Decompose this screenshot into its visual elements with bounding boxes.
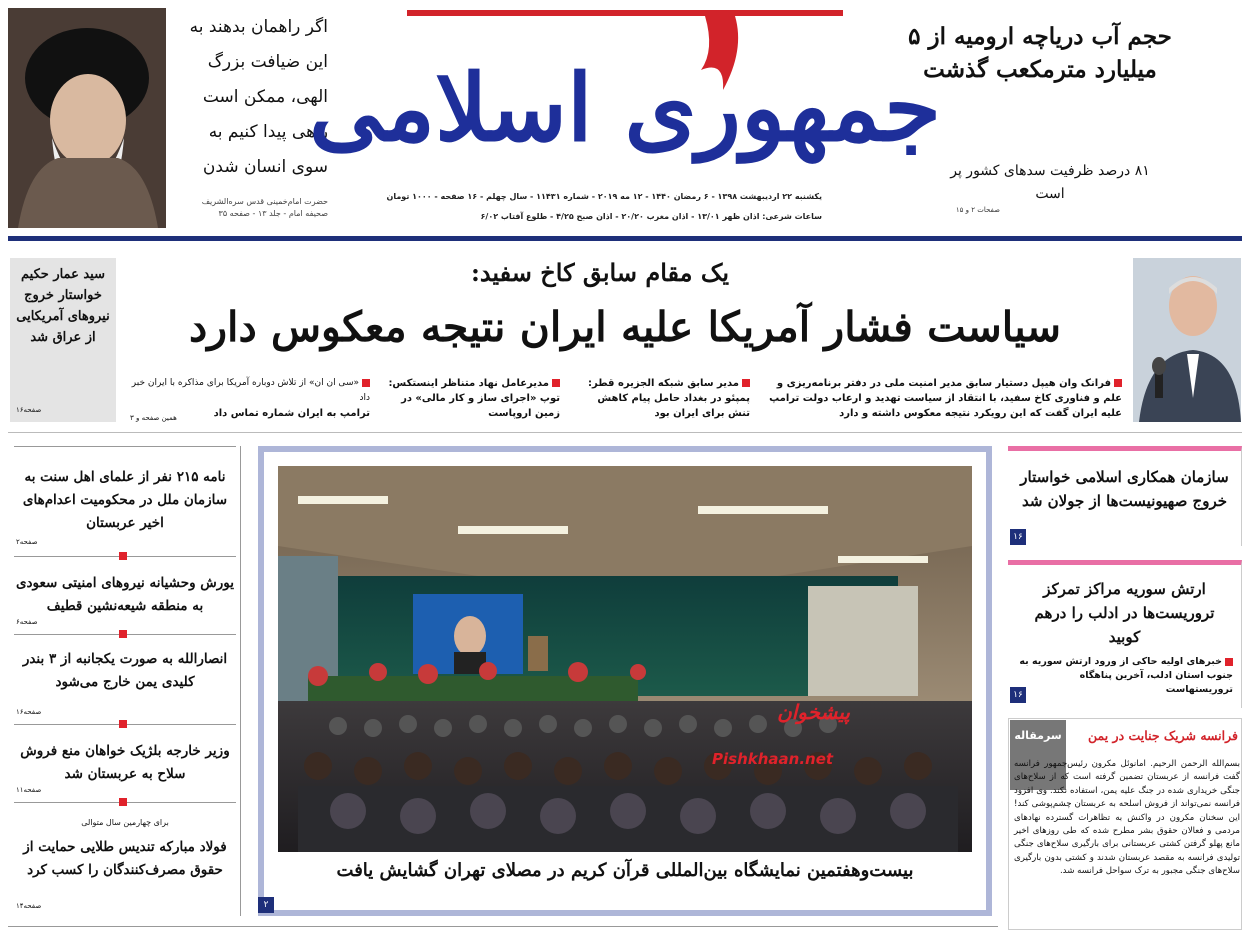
editorial-body: بسم‌الله الرحمن الرحیم. امانوئل مکرون رئیس‌جمهور فرانسه گفت فرانسه از عربستان تضمین گرفته است که از سلاح‌های جنگی خریداری شده در جنگ علیه یمن، استفاده نکند. وی افزود فرانسه نمی‌تواند از فروش اسلحه به عربستان چشم‌پوشی کند! این سخنان مکرون در واکنش به تظاهرات گسترده نهادهای مردمی و فعالان حقوق بشر مطرح شده که طی روزهای اخیر مانع پهلو گرفتن کشتی عربستانی برای بارگیری سلاح‌های جنگی تولیدی فرانسه به مقصد عربستان شدند و کشتی بدون بارگیری سلاح‌های جنگی مجبور به ترک سواحل فرانسه شد. [1014, 759, 1240, 877]
news-box-oic-title: سازمان همکاری اسلامی خواستار خروج صهیونیست‌ها از جولان شد [1020, 468, 1229, 510]
issue-line: یکشنبه ۲۲ اردیبهشت ۱۳۹۸ - ۶ رمضان ۱۴۴۰ - ۱۲ مه ۲۰۱۹ - شماره ۱۱۴۳۱ - سال چهلم - ۱۶ صفحه - ۱۰۰۰ تومان [386, 192, 822, 201]
quote-source-line1: حضرت امام‌خمینی قدس سره‌الشریف [201, 197, 328, 206]
red-bullet-icon [1114, 379, 1122, 387]
band-divider [8, 432, 1242, 433]
column-divider [240, 446, 241, 916]
lead-kicker: یک مقام سابق کاخ سفید: [470, 258, 730, 287]
news-box-syria[interactable] [1008, 560, 1242, 708]
brief-item-4[interactable]: وزیر خارجه بلژیک خواهان منع فروش سلاح به عربستان شد [20, 743, 230, 782]
news-box-syria-title: ارتش سوریه مراکز تمرکز تروریست‌ها در ادلب را درهم کوبید [1034, 580, 1215, 646]
quote-source-line2: صحیفه امام - جلد ۱۳ - صفحه ۳۵ [218, 209, 328, 218]
brief-divider [14, 446, 236, 447]
top-right-pages: صفحات ۲ و ۱۵ [955, 206, 1000, 214]
lead-column-1[interactable]: فرانک وان هیپل دستیار سابق مدیر امنیت ملی در دفتر برنامه‌ریزی و علم و فناوری کاخ سفید، با انتقاد از سیاست تهدید و ارعاب دولت ترامپ علیه ایران گفت که این رویکرد نتیجه معکوس داشته و دارد [769, 378, 1122, 419]
watermark-en: Pishkhaan.net [712, 750, 834, 768]
top-right-headline[interactable]: حجم آب دریاچه ارومیه از ۵ میلیارد مترمکعب گذشت [908, 23, 1172, 83]
lead-photo [1133, 258, 1241, 422]
brief-kicker-5: برای چهارمین سال متوالی [81, 818, 169, 827]
brief-page-2: صفحه۶ [16, 618, 38, 626]
left-news-page: صفحه۱۶ [16, 406, 42, 414]
news-box-oic-page: ۱۶ [1010, 529, 1026, 545]
brief-page-5: صفحه۱۴ [16, 902, 42, 910]
photo-caption[interactable]: بیست‌وهفتمین نمایشگاه بین‌المللی قرآن کریم در مصلای تهران گشایش یافت [336, 860, 914, 881]
prayer-times: ساعات شرعی: اذان ظهر ۱۳/۰۱ - اذان مغرب ۲۰/۲۰ - اذان صبح ۴/۲۵ - طلوع آفتاب ۶/۰۲ [480, 212, 822, 221]
photo-page-badge: ۲ [258, 897, 274, 913]
editorial-title[interactable]: فرانسه شریک جنایت در یمن [1087, 728, 1238, 743]
bottom-rule [8, 926, 998, 927]
lead-headline[interactable]: سیاست فشار آمریکا علیه ایران نتیجه معکوس دارد [189, 303, 1061, 351]
brief-page-3: صفحه۱۶ [16, 708, 42, 716]
lead-column-4[interactable]: «سی ان ان» از تلاش دوباره آمریکا برای مذاکره با ایران خبر داد ترامپ به ایران شماره تماس داد [131, 378, 370, 419]
red-tick-icon [119, 720, 127, 728]
news-box-syria-page: ۱۶ [1010, 687, 1026, 703]
masthead-rule [8, 236, 1242, 241]
left-news-headline[interactable]: سید عمار حکیم خواستار خروج نیروهای آمریکایی از عراق شد [16, 267, 110, 345]
top-right-subheadline: ۸۱ درصد ظرفیت سدهای کشور پر است [950, 163, 1150, 202]
quote-source [176, 196, 328, 220]
newspaper-logo [309, 10, 941, 180]
red-tick-icon [119, 630, 127, 638]
lead-column-4-bold: ترامپ به ایران شماره تماس داد [213, 408, 370, 419]
lead-column-4-pages: همین صفحه و ۳ [130, 414, 177, 422]
red-bullet-icon [362, 379, 370, 387]
logo-text: جمهوری اسلامی [309, 54, 941, 162]
brief-item-5[interactable]: فولاد مبارکه تندیس طلایی حمایت از حقوق مصرف‌کنندگان را کسب کرد [23, 839, 227, 878]
portrait-photo [8, 8, 166, 228]
brief-item-2[interactable]: یورش وحشیانه نیروهای امنیتی سعودی به منطقه شیعه‌نشین قطیف [15, 575, 235, 614]
lead-column-2[interactable]: مدیر سابق شبکه الجزیره قطر: پمپئو در بغداد حامل پیام کاهش تنش برای ایران بود [587, 378, 750, 419]
lead-column-3[interactable]: مدیرعامل نهاد متناظر اینستکس: توپ «اجرای ساز و کار مالی» در زمین اروپاست [388, 378, 560, 419]
red-bullet-icon [742, 379, 750, 387]
brief-item-1[interactable]: نامه ۲۱۵ نفر از علمای اهل سنت به سازمان ملل در محکومیت اعدام‌های اخیر عربستان [22, 469, 228, 531]
news-box-oic[interactable] [1008, 446, 1242, 546]
red-tick-icon [119, 552, 127, 560]
brief-item-3[interactable]: انصارالله به صورت یکجانبه از ۳ بندر کلیدی یمن خارج می‌شود [22, 651, 228, 690]
news-box-syria-sub: خبرهای اولیه حاکی از ورود ارتش سوریه به جنوب استان ادلب، آخرین پناهگاه تروریستهاست [1019, 656, 1233, 695]
editorial-label: سرمقاله [1010, 720, 1066, 790]
watermark-fa: پیشخوان [777, 700, 850, 724]
red-tick-icon [119, 798, 127, 806]
exhibition-photo[interactable] [278, 466, 972, 852]
red-bullet-icon [1225, 658, 1233, 666]
imam-quote: اگر راهمان بدهند به این ضیافت بزرگ الهی، ممکن است راهی پیدا کنیم به سوی انسان شدن [189, 17, 328, 177]
brief-page-4: صفحه۱۱ [16, 786, 42, 794]
brief-page-1: صفحه۲ [16, 538, 38, 546]
red-bullet-icon [552, 379, 560, 387]
